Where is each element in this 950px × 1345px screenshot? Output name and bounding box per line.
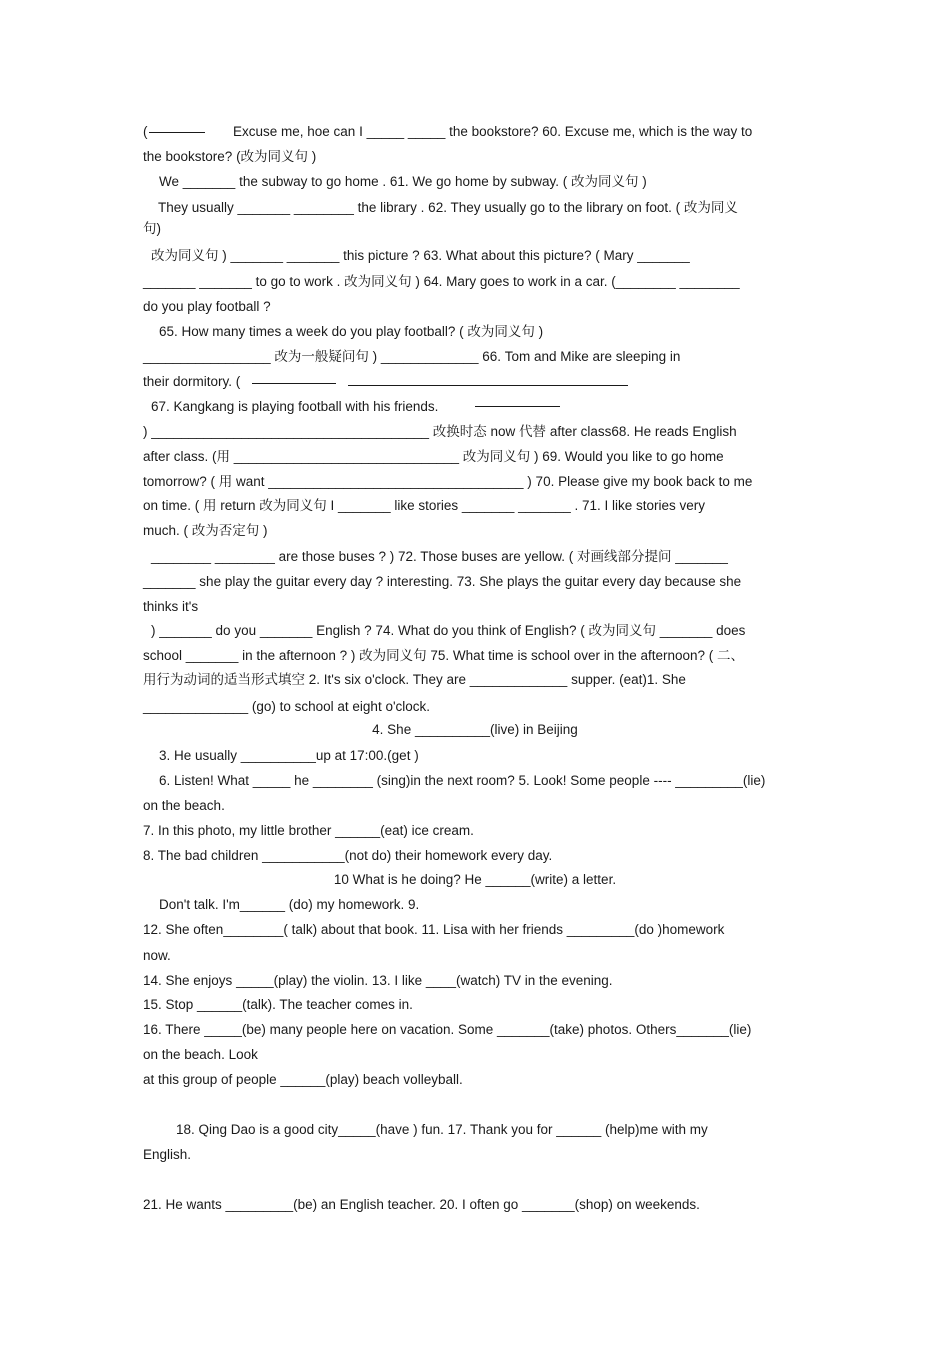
text-line: English. [143, 1147, 192, 1162]
text-line: 8. The bad children ___________(not do) their homework every day. [143, 848, 553, 863]
text-line-centered: 10 What is he doing? He ______(write) a letter. [333, 872, 617, 887]
text-line: 18. Qing Dao is a good city_____(have ) fun. 17. Thank you for ______ (help)me with my [176, 1122, 708, 1137]
text-line: on the beach. [143, 798, 225, 813]
text-line: 12. She often________( talk) about that book. 11. Lisa with her friends _________(do )homework [143, 922, 725, 937]
text-line: now. [143, 948, 171, 963]
blank-rule [252, 383, 336, 384]
text-line: 21. He wants _________(be) an English teacher. 20. I often go _______(shop) on weekends. [143, 1197, 700, 1212]
text-line: ( [143, 124, 148, 139]
text-line: on time. ( 用 return 改为同义句 I _______ like stories _______ _______ . 71. I like stories very [143, 498, 706, 513]
text-line: ) _____________________________________ 改换时态 now 代替 after class68. He reads English [143, 424, 737, 439]
text-line: school _______ in the afternoon ? ) 改为同义句 75. What time is school over in the afternoon? ( 二、 [143, 648, 745, 663]
text-line: _______ _______ to go to work . 改为同义句 ) 64. Mary goes to work in a car. (________ ________ [143, 274, 740, 289]
text-line: their dormitory. ( [143, 374, 241, 389]
text-line: 句) [143, 221, 161, 236]
text-line: _________________ 改为一般疑问句 ) _____________ 66. Tom and Mike are sleeping in [143, 349, 681, 364]
text-line: 6. Listen! What _____ he ________ (sing)in the next room? 5. Look! Some people ---- _________(lie) [159, 773, 766, 788]
text-line: much. ( 改为否定句 ) [143, 523, 268, 538]
text-line: tomorrow? ( 用 want __________________________________ ) 70. Please give my book back to me [143, 474, 753, 489]
text-line: the bookstore? (改为同义句 ) [143, 149, 317, 164]
blank-rule [149, 132, 205, 133]
text-line: 7. In this photo, my little brother ______(eat) ice cream. [143, 823, 474, 838]
text-line: We _______ the subway to go home . 61. We go home by subway. ( 改为同义句 ) [159, 174, 647, 189]
blank-rule [475, 406, 560, 407]
text-line: thinks it's [143, 599, 199, 614]
text-line-centered: 4. She __________(live) in Beijing [372, 722, 578, 737]
text-line: _______ she play the guitar every day ? interesting. 73. She plays the guitar every day because she [143, 574, 742, 589]
blank-rule [348, 385, 628, 386]
text-line: Don't talk. I'm______ (do) my homework. 9. [159, 897, 420, 912]
text-line: ______________ (go) to school at eight o'clock. [143, 699, 431, 714]
text-line: They usually _______ ________ the library . 62. They usually go to the library on foot. ( 改为同义 [158, 200, 738, 215]
text-line: ) _______ do you _______ English ? 74. What do you think of English? ( 改为同义句 _______ does [151, 623, 746, 638]
text-line: 67. Kangkang is playing football with his friends. [151, 399, 439, 414]
text-line: on the beach. Look [143, 1047, 258, 1062]
text-line: Excuse me, hoe can I _____ _____ the bookstore? 60. Excuse me, which is the way to [233, 124, 753, 139]
text-line: 15. Stop ______(talk). The teacher comes in. [143, 997, 413, 1012]
text-line: at this group of people ______(play) beach volleyball. [143, 1072, 463, 1087]
text-line: ________ ________ are those buses ? ) 72. Those buses are yellow. ( 对画线部分提问 _______ [151, 549, 728, 564]
text-line: after class. (用 ______________________________ 改为同义句 ) 69. Would you like to go home [143, 449, 724, 464]
text-line: 14. She enjoys _____(play) the violin. 13. I like ____(watch) TV in the evening. [143, 973, 613, 988]
text-line: 用行为动词的适当形式填空 2. It's six o'clock. They are _____________ supper. (eat)1. She [143, 672, 686, 687]
text-line: 3. He usually __________up at 17:00.(get ) [159, 748, 419, 763]
text-line: do you play football ? [143, 299, 271, 314]
text-line: 16. There _____(be) many people here on vacation. Some _______(take) photos. Others_______(lie) [143, 1022, 752, 1037]
text-line: 65. How many times a week do you play football? ( 改为同义句 ) [159, 324, 544, 339]
text-line: 改为同义句 ) _______ _______ this picture ? 63. What about this picture? ( Mary _______ [151, 248, 690, 263]
